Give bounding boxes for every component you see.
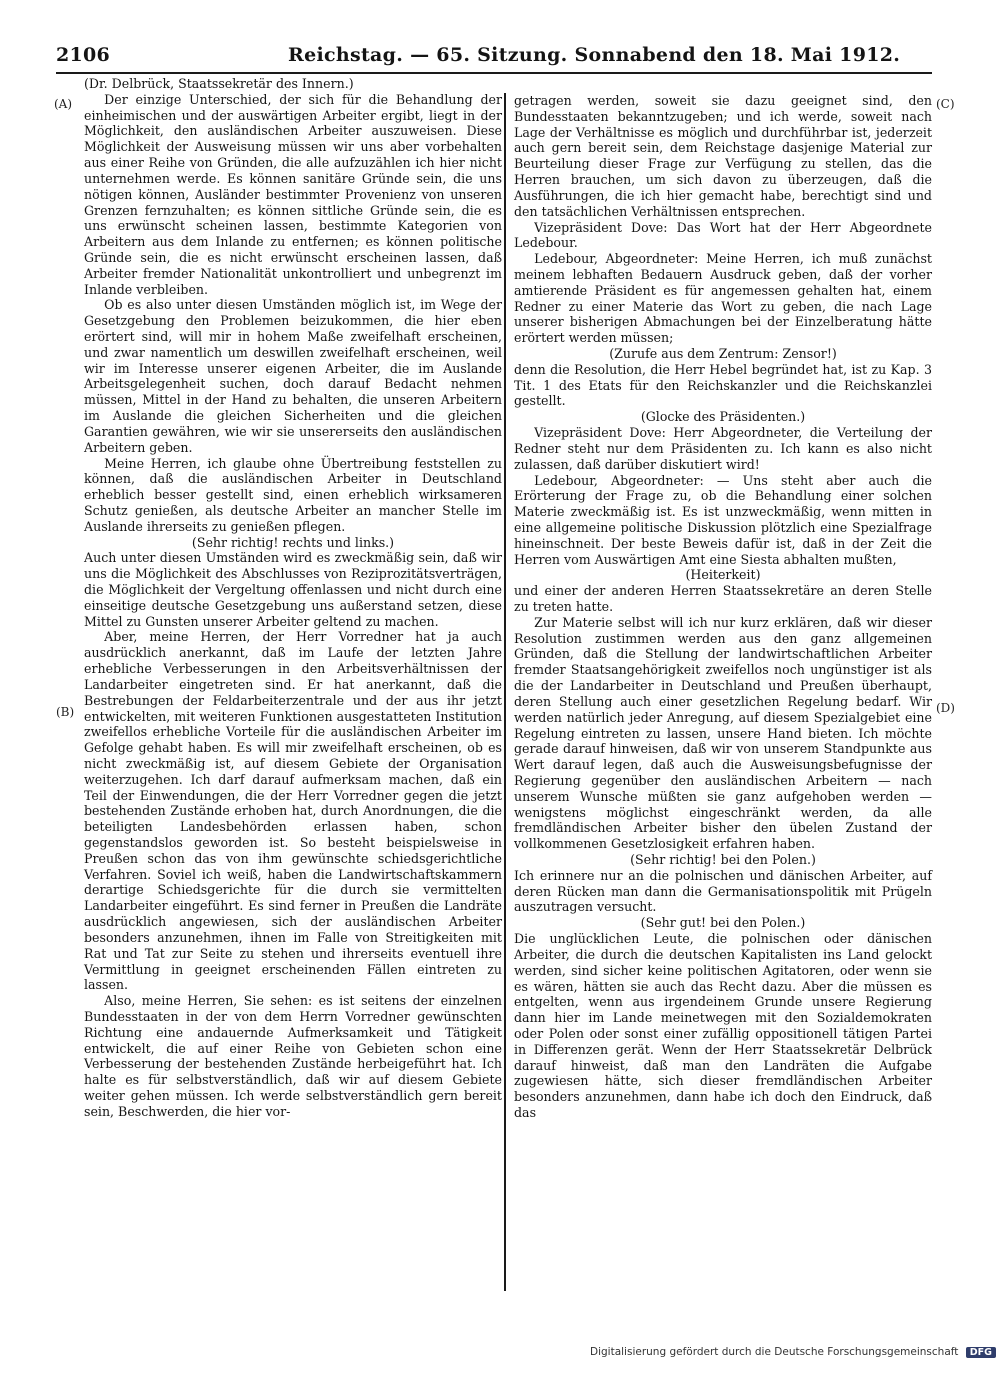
paragraph: Der einzige Unterschied, der sich für die Behandlung der einheimischen und der auswärtigen Arbeiter ergibt, liegt in der Möglichkeit, den ausländischen Arbeiter auszuweisen. Diese Möglichkeit der Ausweisung müssen wir uns aber vorbehalten aus einer Reihe von Gründen, die alle aufzuzählen ich hier nicht unternehmen werde. Es können sanitäre Gründe sein, die uns nötigen können, Ausländer bestimmter Provenienz von unseren Grenzen fernzuhalten; es können sittliche Gründe sein, die es uns erwünscht scheinen lassen, bestimmte Kategorien von Arbeitern aus dem Inlande zu entfernen; es können politische Gründe sein, die es nicht erwünscht erscheinen lassen, daß Arbeiter fremder Nationalität unkontrolliert und unbegrenzt im Inlande verbleiben.: [84, 91, 502, 297]
margin-mark-b: (B): [56, 705, 75, 719]
interjection: (Heiterkeit): [685, 567, 761, 583]
credit-text: Digitalisierung gefördert durch die Deutsche Forschungsgemeinschaft: [590, 1346, 959, 1358]
running-title: Reichstag. — 65. Sitzung. Sonnabend den 18. Mai 1912.: [288, 44, 901, 66]
interjection: (Sehr gut! bei den Polen.): [640, 915, 806, 931]
column-divider: [504, 93, 506, 1291]
paragraph: Ledebour, Abgeordneter: — Uns steht aber auch die Erörterung der Frage zu, ob die Behandlung einer solchen Materie zweckmäßig ist. Es ist unzweckmäßig, wenn mitten in eine allgemeine politische Diskussion plötzlich eine Spezialfrage hineinschneit. Der beste Beweis dafür ist, daß in der Zeit die Herren vom Auswärtigen Amt eine Siesta abhalten mußten,: [514, 472, 932, 567]
paragraph: Die unglücklichen Leute, die polnischen oder dänischen Arbeiter, die durch die deutschen Kapitalisten ins Land gelockt werden, sind sicher keine politischen Agitatoren, oder wenn sie es wären, hätten sie auch das Recht dazu. Aber die müssen es entgelten, wenn aus irgendeinem Grunde unsere Regierung dann hier im Lande meinetwegen mit den Sozialdemokraten oder Polen oder sonst einer zufällig oppositionell tätigen Partei in Differenzen gerät. Wenn der Herr Staatssekretär Delbrück darauf hinweist, daß man den Landräten die Aufgabe zugewiesen hätte, sich dieser fremdländischen Arbeiter besonders anzunehmen, dann habe ich doch den Eindruck, daß das: [514, 931, 932, 1120]
right-column: [514, 93, 932, 1121]
paragraph: Vizepräsident Dove: Das Wort hat der Herr Abgeordnete Ledebour.: [514, 219, 932, 251]
paragraph: getragen werden, soweit sie dazu geeignet sind, den Bundesstaaten bekanntzugeben; und ich werde, soweit nach Lage der Verhältnisse es möglich und durchführbar ist, jederzeit auch gern bereit sein, dem Reichstage dasjenige Material zur Beurteilung dieser Frage zur Verfügung zu stellen, das die Herren brauchen, um sich davon zu überzeugen, daß die Ausführungen, die ich hier gemacht habe, berechtigt sind und den tatsächlichen Verhältnissen entsprechen.: [514, 93, 932, 219]
paragraph: Meine Herren, ich glaube ohne Übertreibung feststellen zu können, daß die ausländischen Arbeiter in Deutschland erheblich besser gestellt sind, einen erheblich wirksameren Schutz genießen, als deutsche Arbeiter an mancher Stelle im Auslande ihrerseits zu genießen pflegen.: [84, 455, 502, 534]
header-rule: [56, 72, 932, 74]
interjection: (Glocke des Präsidenten.): [640, 409, 806, 425]
page-header: [56, 44, 932, 70]
left-column: [84, 76, 502, 1120]
interjection: (Sehr richtig! bei den Polen.): [630, 852, 816, 867]
paragraph: Ledebour, Abgeordneter: Meine Herren, ich muß zunächst meinem lebhaften Bedauern Ausdruck geben, daß der vorher amtierende Präsident es für angemessen gehalten hat, einem Redner zu einer Materie das Wort zu geben, die nach Lage unserer bisherigen Abmachungen bei der Einzelberatung hätte erörtert werden müssen;: [514, 251, 932, 346]
paragraph: Also, meine Herren, Sie sehen: es ist seitens der einzelnen Bundesstaaten in der von dem Herrn Vorredner gewünschten Richtung eine andauernde Aufmerksamkeit und Tätigkeit entwickelt, die auf einer Reihe von Gebieten schon eine Verbesserung der bestehenden Zustände herbeigeführt hat. Ich halte es für selbstverständlich, daß wir auf diesem Gebiete weiter gehen müssen. Ich werde selbstverständlich gern bereit sein, Beschwerden, die hier vor-: [84, 993, 502, 1119]
paragraph: Aber, meine Herren, der Herr Vorredner hat ja auch ausdrücklich anerkannt, daß im Laufe der letzten Jahre erhebliche Verbesserungen in den Arbeitsverhältnissen der Landarbeiter eingetreten sind. Er hat anerkannt, daß die Bestrebungen der Feldarbeiterzentrale und der aus ihr jetzt entwickelten, mit weiteren Funktionen ausgestatteten Institution zweifellos erhebliche Vorteile für die ausländischen Arbeiter im Gefolge gehabt haben. Es will mir zweifelhaft erscheinen, ob es nicht zweckmäßig ist, auf diesem Gebiete der Organisation weiterzugehen. Ich darf darauf aufmerksam machen, daß ein Teil der Einwendungen, die der Herr Vorredner gegen die jetzt bestehenden Zustände erhoben hat, durch Anordnungen, die die beteiligten Landesbehörden erlassen haben, schon gegenstandslos geworden ist. So besteht beispielsweise in Preußen schon das von ihm gewünschte schiedsgerichtliche Verfahren. Soviel ich weiß, haben die Landwirtschaftskammern derartige Schiedsgerichte für die durch sie vermittelten Landarbeiter eingeführt. Es sind ferner in Preußen die Landräte ausdrücklich angewiesen, sich der ausländischen Arbeiter besonders anzunehmen, ihnen im Falle von Streitigkeiten mit Rat und Tat zur Seite zu stehen und ihrerseits eventuell ihre Vermittlung in geeignet erscheinenden Fällen eintreten zu lassen.: [84, 629, 502, 993]
digitization-credit: [590, 1346, 992, 1362]
paragraph: Ich erinnere nur an die polnischen und dänischen Arbeiter, auf deren Rücken man dann die Germanisationspolitik mit Prügeln auszutragen versucht.: [514, 867, 932, 915]
page-number: 2106: [56, 44, 111, 66]
paragraph: denn die Resolution, die Herr Hebel begründet hat, ist zu Kap. 3 Tit. 1 des Etats für den Reichskanzler und die Reichskanzlei gestellt.: [514, 361, 932, 409]
margin-mark-a: (A): [54, 97, 73, 111]
interjection: (Zurufe aus dem Zentrum: Zensor!): [609, 346, 837, 361]
paragraph: Zur Materie selbst will ich nur kurz erklären, daß wir dieser Resolution zustimmen werden aus den ganz allgemeinen Gründen, daß die Stellung der landwirtschaftlichen Arbeiter fremder Staatsangehörigkeit zweifellos noch ungünstiger ist als die der Landarbeiter in Deutschland und Preußen überhaupt, deren Stellung auch einer gesetzlichen Regelung bedarf. Wir werden natürlich jeder Anregung, auf diesem Spezialgebiet eine Regelung eintreten zu lassen, unsere Hand bieten. Ich möchte gerade darauf hinweisen, daß wir von unserem Standpunkte aus Wert darauf legen, daß auch die Ausweisungsbefugnisse der Regierung gegenüber den ausländischen Arbeitern — nach unserem Wunsche müßten sie ganz aufgehoben werden — wenigstens möglichst eingeschränkt werden, da alle fremdländischen Arbeiter bisher den übelen Zustand der vollkommenen Gesetzlosigkeit erfahren haben.: [514, 614, 932, 852]
margin-mark-d: (D): [936, 701, 955, 715]
paragraph: Vizepräsident Dove: Herr Abgeordneter, die Verteilung der Redner steht nur dem Präsidenten zu. Ich kann es also nicht zulassen, daß darüber diskutiert wird!: [514, 425, 932, 472]
paragraph: Auch unter diesen Umständen wird es zweckmäßig sein, daß wir uns die Möglichkeit des Abschlusses von Reziprozitätsverträgen, die Möglichkeit der Vergeltung offenlassen und nicht durch eine einseitige deutsche Gesetzgebung uns außerstand setzen, diese Mittel zu Gunsten unserer Arbeiter geltend zu machen.: [84, 550, 502, 629]
speaker-note: (Dr. Delbrück, Staatssekretär des Innern.): [84, 76, 354, 91]
interjection: (Sehr richtig! rechts und links.): [191, 534, 395, 550]
paragraph: Ob es also unter diesen Umständen möglich ist, im Wege der Gesetzgebung den Problemen beizukommen, die hier eben erörtert sind, will mir in hohem Maße zweifelhaft erscheinen, und zwar namentlich um deswillen zweifelhaft erscheinen, weil wir im Interesse unserer eigenen Arbeiter, die im Auslande Arbeitsgelegenheit suchen, doch darauf Bedacht nehmen müssen, Mittel in der Hand zu behalten, die unseren Arbeitern im Auslande die gleichen Sicherheiten und die gleichen Garantien gewähren, wie wir sie unsererseits den ausländischen Arbeitern geben.: [84, 297, 502, 455]
paragraph: und einer der anderen Herren Staatssekretäre an deren Stelle zu treten hatte.: [514, 583, 932, 614]
margin-mark-c: (C): [936, 97, 955, 111]
dfg-logo: DFG: [966, 1347, 996, 1358]
